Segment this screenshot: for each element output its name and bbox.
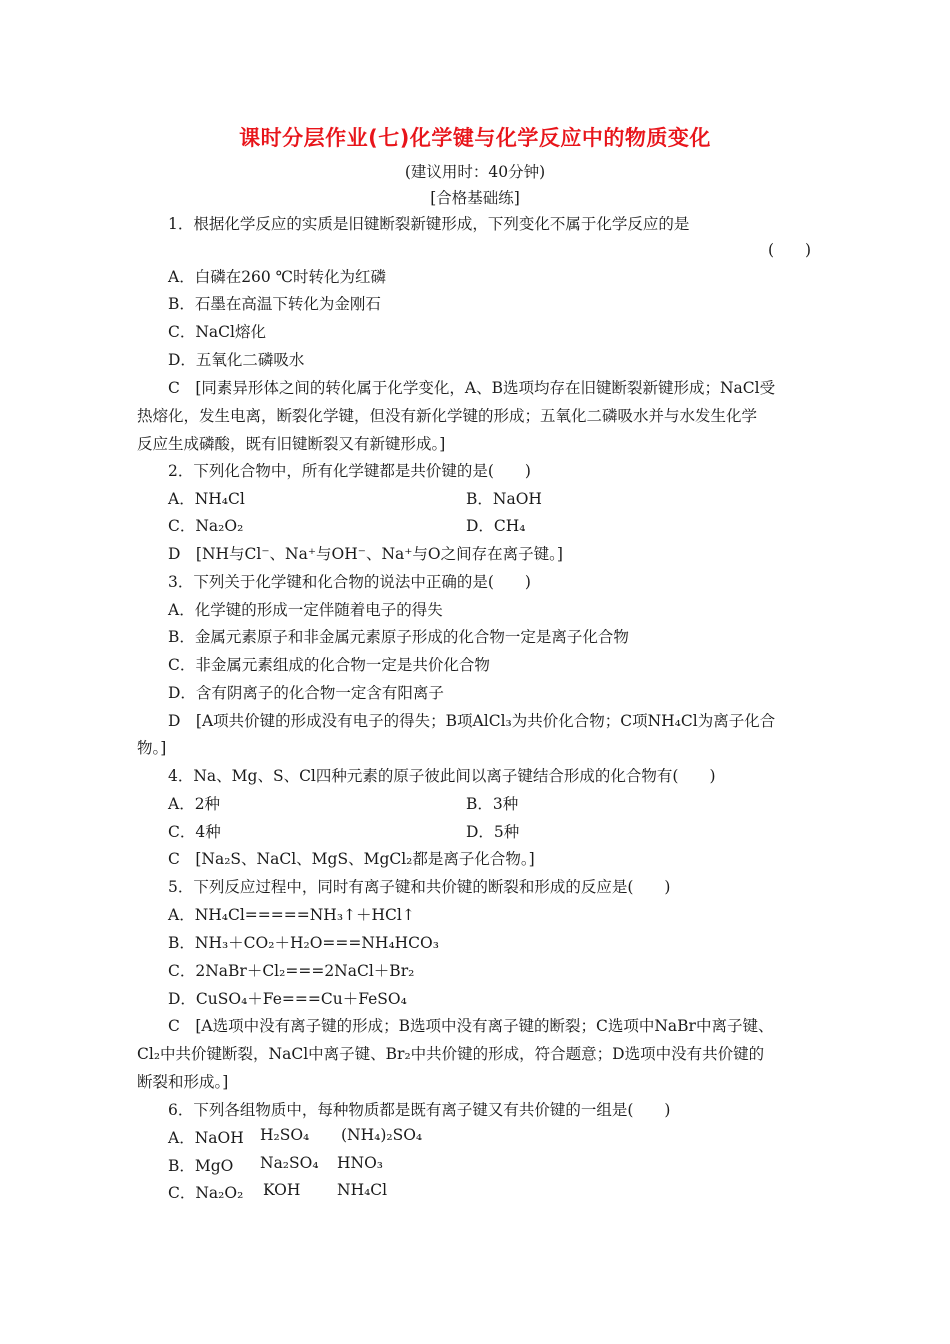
question-6-option-b-item-2: Na₂SO₄ [260, 1154, 319, 1172]
question-4-option-a: A．2种 [168, 795, 221, 813]
question-3-option-a: A．化学键的形成一定伴随着电子的得失 [168, 601, 443, 619]
question-3-option-d: D．含有阴离子的化合物一定含有阳离子 [168, 684, 444, 702]
question-1-option-c: C．NaCl熔化 [168, 323, 266, 341]
question-3-option-b: B．金属元素原子和非金属元素原子形成的化合物一定是离子化合物 [168, 628, 629, 646]
time-hint: (建议用时：40分钟) [404, 163, 546, 181]
question-1-answer-line-2: 热熔化，发生电离，断裂化学键，但没有新化学键的形成；五氧化二磷吸水并与水发生化学 [137, 407, 758, 425]
question-1-option-d: D．五氧化二磷吸水 [168, 351, 305, 369]
question-3-option-c: C．非金属元素组成的化合物一定是共价化合物 [168, 656, 490, 674]
page-title: 课时分层作业(七)化学键与化学反应中的物质变化 [239, 126, 711, 150]
question-4-stem: 4．Na、Mg、S、Cl四种元素的原子彼此间以离子键结合形成的化合物有( ) [168, 767, 716, 785]
question-5-option-a: A．NH₄Cl=====NH₃↑＋HCl↑ [168, 906, 415, 924]
question-2-option-a: A．NH₄Cl [168, 490, 245, 508]
question-5-answer-line-2: Cl₂中共价键断裂，NaCl中离子键、Br₂中共价键的形成，符合题意；D选项中没有共价键的 [137, 1045, 765, 1063]
question-5-answer-line-3: 断裂和形成。] [137, 1073, 229, 1091]
question-1-answer-line-3: 反应生成磷酸，既有旧键断裂又有新键形成。] [137, 435, 446, 453]
question-2-option-c: C．Na₂O₂ [168, 517, 244, 535]
question-2-answer: D [NH与Cl⁻、Na⁺与OH⁻、Na⁺与O之间存在离子键。] [168, 545, 563, 563]
question-4-option-c: C．4种 [168, 823, 221, 841]
question-6-stem: 6．下列各组物质中，每种物质都是既有离子键又有共价键的一组是( ) [168, 1101, 671, 1119]
question-3-answer-line-1: D [A项共价键的形成没有电子的得失；B项AlCl₃为共价化合物；C项NH₄Cl为离子化合 [168, 712, 776, 730]
question-5-option-b: B．NH₃＋CO₂＋H₂O===NH₄HCO₃ [168, 934, 439, 952]
question-6-option-a-item-2: H₂SO₄ [260, 1126, 310, 1144]
question-5-option-c: C．2NaBr＋Cl₂===2NaCl＋Br₂ [168, 962, 415, 980]
question-1-option-b: B．石墨在高温下转化为金刚石 [168, 295, 381, 313]
question-6-option-c-item-2: KOH [263, 1181, 301, 1199]
question-2-option-b: B．NaOH [466, 490, 542, 508]
section-heading: [合格基础练] [430, 189, 520, 207]
question-1-answer-line-1: C [同素异形体之间的转化属于化学变化，A、B选项均存在旧键断裂新键形成；NaCl受 [168, 379, 776, 397]
question-6-option-c-item-3: NH₄Cl [337, 1181, 388, 1199]
question-6-option-a: A．NaOH [168, 1129, 244, 1147]
question-5-stem: 5．下列反应过程中，同时有离子键和共价键的断裂和形成的反应是( ) [168, 878, 671, 896]
question-3-answer-line-2: 物。] [137, 739, 167, 757]
question-4-option-b: B．3种 [466, 795, 519, 813]
question-3-stem: 3．下列关于化学键和化合物的说法中正确的是( ) [168, 573, 531, 591]
question-1-blank: ( ) [768, 241, 812, 259]
question-6-option-a-item-3: (NH₄)₂SO₄ [341, 1126, 423, 1144]
question-1-stem: 1．根据化学反应的实质是旧键断裂新键形成，下列变化不属于化学反应的是 [168, 215, 690, 233]
question-2-option-d: D．CH₄ [466, 517, 526, 535]
question-1-option-a: A．白磷在260 ℃时转化为红磷 [168, 268, 387, 286]
question-6-option-b-item-3: HNO₃ [337, 1154, 384, 1172]
question-2-stem: 2．下列化合物中，所有化学键都是共价键的是( ) [168, 462, 531, 480]
question-6-option-c: C．Na₂O₂ [168, 1184, 244, 1202]
question-5-answer-line-1: C [A选项中没有离子键的形成；B选项中没有离子键的断裂；C选项中NaBr中离子键、 [168, 1017, 774, 1035]
question-4-answer: C [Na₂S、NaCl、MgS、MgCl₂都是离子化合物。] [168, 850, 535, 868]
question-6-option-b: B．MgO [168, 1157, 234, 1175]
question-4-option-d: D．5种 [466, 823, 520, 841]
question-5-option-d: D．CuSO₄＋Fe===Cu＋FeSO₄ [168, 990, 407, 1008]
